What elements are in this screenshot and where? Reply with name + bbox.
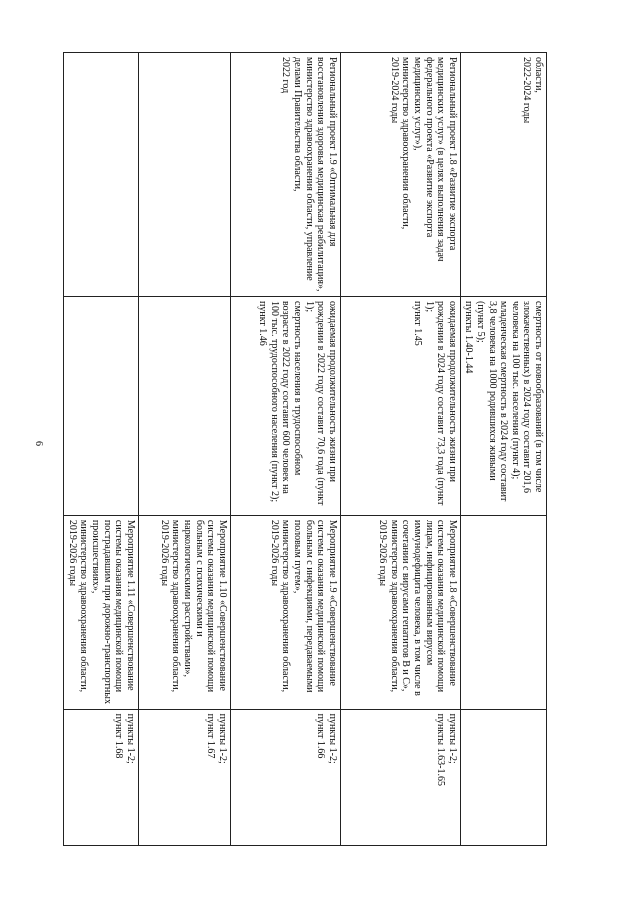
cell-paragraph: смертность населения в трудоспособном возрасте в 2022 году составит 600 человек на 100 тыс. трудоспособного населения (пункт 2); xyxy=(268,301,304,503)
cell-paragraph: смертность от новообразований (в том числе злокачественных) в 2024 году составит 201,6 человека на 100 тыс. населения (пункт 4); xyxy=(509,301,544,493)
cell-col2 xyxy=(138,297,230,516)
cell-paragraph: министерство здравоохранения области, xyxy=(388,519,400,693)
cell-paragraph: Мероприятие 1.10 «Совершенствование системы оказания медицинской помощи больным с психическими и наркологическими расстройствами», xyxy=(182,519,228,693)
cell-paragraph: министерство здравоохранения области, xyxy=(78,519,90,693)
cell-paragraph: 2022-2024 годы xyxy=(521,57,533,124)
cell-paragraph: Региональный проект 1.8 «Развитие экспорта медицинских услуг» (в целях выполнения задач федерального проекта «Развитие экспорта медицинских услуг»), xyxy=(412,57,458,262)
cell-col2 xyxy=(340,297,460,516)
cell-paragraph: области, xyxy=(533,57,544,93)
cell-paragraph: пункт 1.68 xyxy=(113,713,125,759)
cell-col3 xyxy=(230,515,340,709)
cell-paragraph: пункт 1.46 xyxy=(257,301,269,346)
table-row xyxy=(460,53,546,846)
cell-paragraph: пункты 1.63-1.65 xyxy=(435,713,447,786)
cell-paragraph: 2019-2026 годы xyxy=(377,519,389,587)
cell-paragraph: министерство здравоохранения области, xyxy=(170,519,182,693)
cell-col3 xyxy=(64,515,139,709)
program-table xyxy=(63,52,547,846)
cell-col4 xyxy=(230,709,340,845)
cell-paragraph: пункты 1-2; xyxy=(326,713,338,764)
cell-col3 xyxy=(138,515,230,709)
cell-col4 xyxy=(460,709,546,845)
cell-paragraph: пункт 1.67 xyxy=(205,713,217,759)
cell-col3 xyxy=(340,515,460,709)
cell-col1 xyxy=(230,53,340,297)
cell-col4 xyxy=(138,709,230,845)
cell-paragraph: 2019-2026 годы xyxy=(158,519,170,587)
cell-paragraph: пункты 1-2; xyxy=(216,713,228,764)
cell-col3 xyxy=(460,515,546,709)
cell-paragraph: пункты 1-2; xyxy=(446,713,458,764)
cell-paragraph: министерство здравоохранения области, xyxy=(280,519,292,693)
cell-paragraph: ожидаемая продолжительность жизни при рождении в 2024 году составит 73,3 года (пункт 1); xyxy=(423,301,458,506)
cell-col1 xyxy=(340,53,460,297)
cell-paragraph: пункт 1.66 xyxy=(315,713,327,759)
table-row xyxy=(138,53,230,846)
cell-paragraph: 2019-2024 годы xyxy=(388,57,400,124)
page-number: 6 xyxy=(33,441,44,446)
cell-paragraph: 2019-2026 годы xyxy=(268,519,280,587)
cell-paragraph: пункты 1.40-1.44 xyxy=(463,301,475,374)
cell-col1 xyxy=(64,53,139,297)
cell-paragraph: 2019-2026 годы xyxy=(66,519,78,587)
cell-col2 xyxy=(460,297,546,516)
cell-col1 xyxy=(460,53,546,297)
cell-col4 xyxy=(340,709,460,845)
cell-paragraph: пункты 1-2; xyxy=(124,713,136,764)
cell-paragraph: Региональный проект 1.9 «Оптимальная для восстановления здоровья медицинская реабилитация», xyxy=(315,57,338,292)
table-row xyxy=(340,53,460,846)
cell-col2 xyxy=(64,297,139,516)
cell-col4 xyxy=(64,709,139,845)
cell-col2 xyxy=(230,297,340,516)
cell-paragraph: ожидаемая продолжительность жизни при рождении в 2022 году составит 70,6 года (пункт 1); xyxy=(303,301,338,506)
table-row xyxy=(64,53,139,846)
cell-paragraph: министерство здравоохранения области, управление делами Правительства области, xyxy=(292,57,315,281)
rotated-table-wrapper xyxy=(66,52,547,846)
cell-paragraph: пункт 1.45 xyxy=(412,301,424,346)
cell-paragraph: Мероприятие 1.8 «Совершенствование системы оказания медицинской помощи лицам, инфицированным вирусом иммунодефицита человека, в том числе в сочетании с вирусами гепатитов B и C», xyxy=(400,519,458,696)
table-row xyxy=(230,53,340,846)
cell-col1 xyxy=(138,53,230,297)
cell-paragraph: младенческая смертность в 2024 году составит 3,8 человека на 1000 родившихся живыми (пункт 5); xyxy=(475,301,510,502)
cell-paragraph: 2022 год xyxy=(280,57,292,94)
cell-paragraph: Мероприятие 1.11 «Совершенствование системы оказания медицинской помощи пострадавшим при дорожно-транспортных происшествиях», xyxy=(90,519,136,704)
cell-paragraph: Мероприятие 1.9 «Совершенствование системы оказания медицинской помощи больным с инфекциями, передаваемыми половым путем», xyxy=(292,519,338,693)
cell-paragraph: министерство здравоохранения области, xyxy=(400,57,412,230)
